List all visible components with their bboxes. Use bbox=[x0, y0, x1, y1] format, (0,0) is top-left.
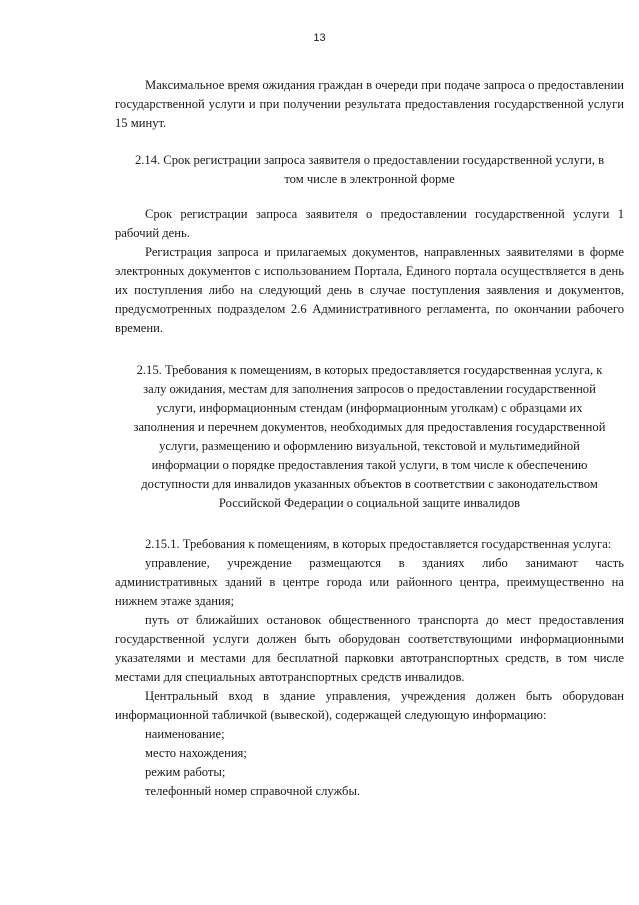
section-heading-2-15: 2.15. Требования к помещениям, в которых предоставляется государственная услуга, к залу ожидания, местам для заполнения запросов о предоставлении государственной услуги, информационным стендам (информационным уголкам) с образцами их заполнения и перечнем документов, необходимых для предоставления государственной услуги, размещению и оформлению визуальной, текстовой и мультимедийной информации о порядке предоставления такой услуги, в том числе к обеспечению доступности для инвалидов указанных объектов в соответствии с законодательством Российской Федерации о социальной защите инвалидов bbox=[133, 363, 606, 510]
list-item: телефонный номер справочной службы. bbox=[145, 784, 361, 798]
paragraph-registration-term: Срок регистрации запроса заявителя о предоставлении государственной услуги 1 рабочий день. bbox=[115, 207, 624, 240]
list-item: место нахождения; bbox=[145, 746, 247, 760]
paragraph-building-placement: управление, учреждение размещаются в зданиях либо занимают часть административных зданий в центре города или районного центра, преимущественно на нижнем этаже здания; bbox=[115, 556, 624, 608]
section-heading-2-14: 2.14. Срок регистрации запроса заявителя о предоставлении государственной услуги, в том числе в электронной форме bbox=[134, 153, 605, 186]
page-number: 13 bbox=[313, 32, 326, 44]
list-item: режим работы; bbox=[145, 765, 226, 779]
page-content bbox=[115, 76, 624, 801]
paragraph-requirements-2-15-1: 2.15.1. Требования к помещениям, в которых предоставляется государственная услуга: bbox=[145, 537, 612, 551]
paragraph-max-wait-time: Максимальное время ожидания граждан в очереди при подаче запроса о предоставлении государственной услуги и при получении результата предоставления государственной услуги 15 минут. bbox=[115, 78, 624, 130]
paragraph-central-entrance: Центральный вход в здание управления, учреждения должен быть оборудован информационной табличкой (вывеской), содержащей следующую информацию: bbox=[115, 689, 624, 722]
list-item: наименование; bbox=[145, 727, 225, 741]
paragraph-registration-electronic: Регистрация запроса и прилагаемых документов, направленных заявителями в форме электронных документов с использованием Портала, Единого портала осуществляется в день их поступления либо на следующий день в случае поступления заявления и документов, предусмотренных подразделом 2.6 Административного регламента, по окончании рабочего времени. bbox=[115, 245, 624, 335]
entrance-info-list bbox=[115, 725, 624, 801]
paragraph-access-path: путь от ближайших остановок общественного транспорта до мест предоставления государственной услуги должен быть оборудован соответствующими информационными указателями и местами для бесплатной парковки автотранспортных средств, в том числе местами для специальных автотранспортных средств инвалидов. bbox=[115, 613, 624, 684]
